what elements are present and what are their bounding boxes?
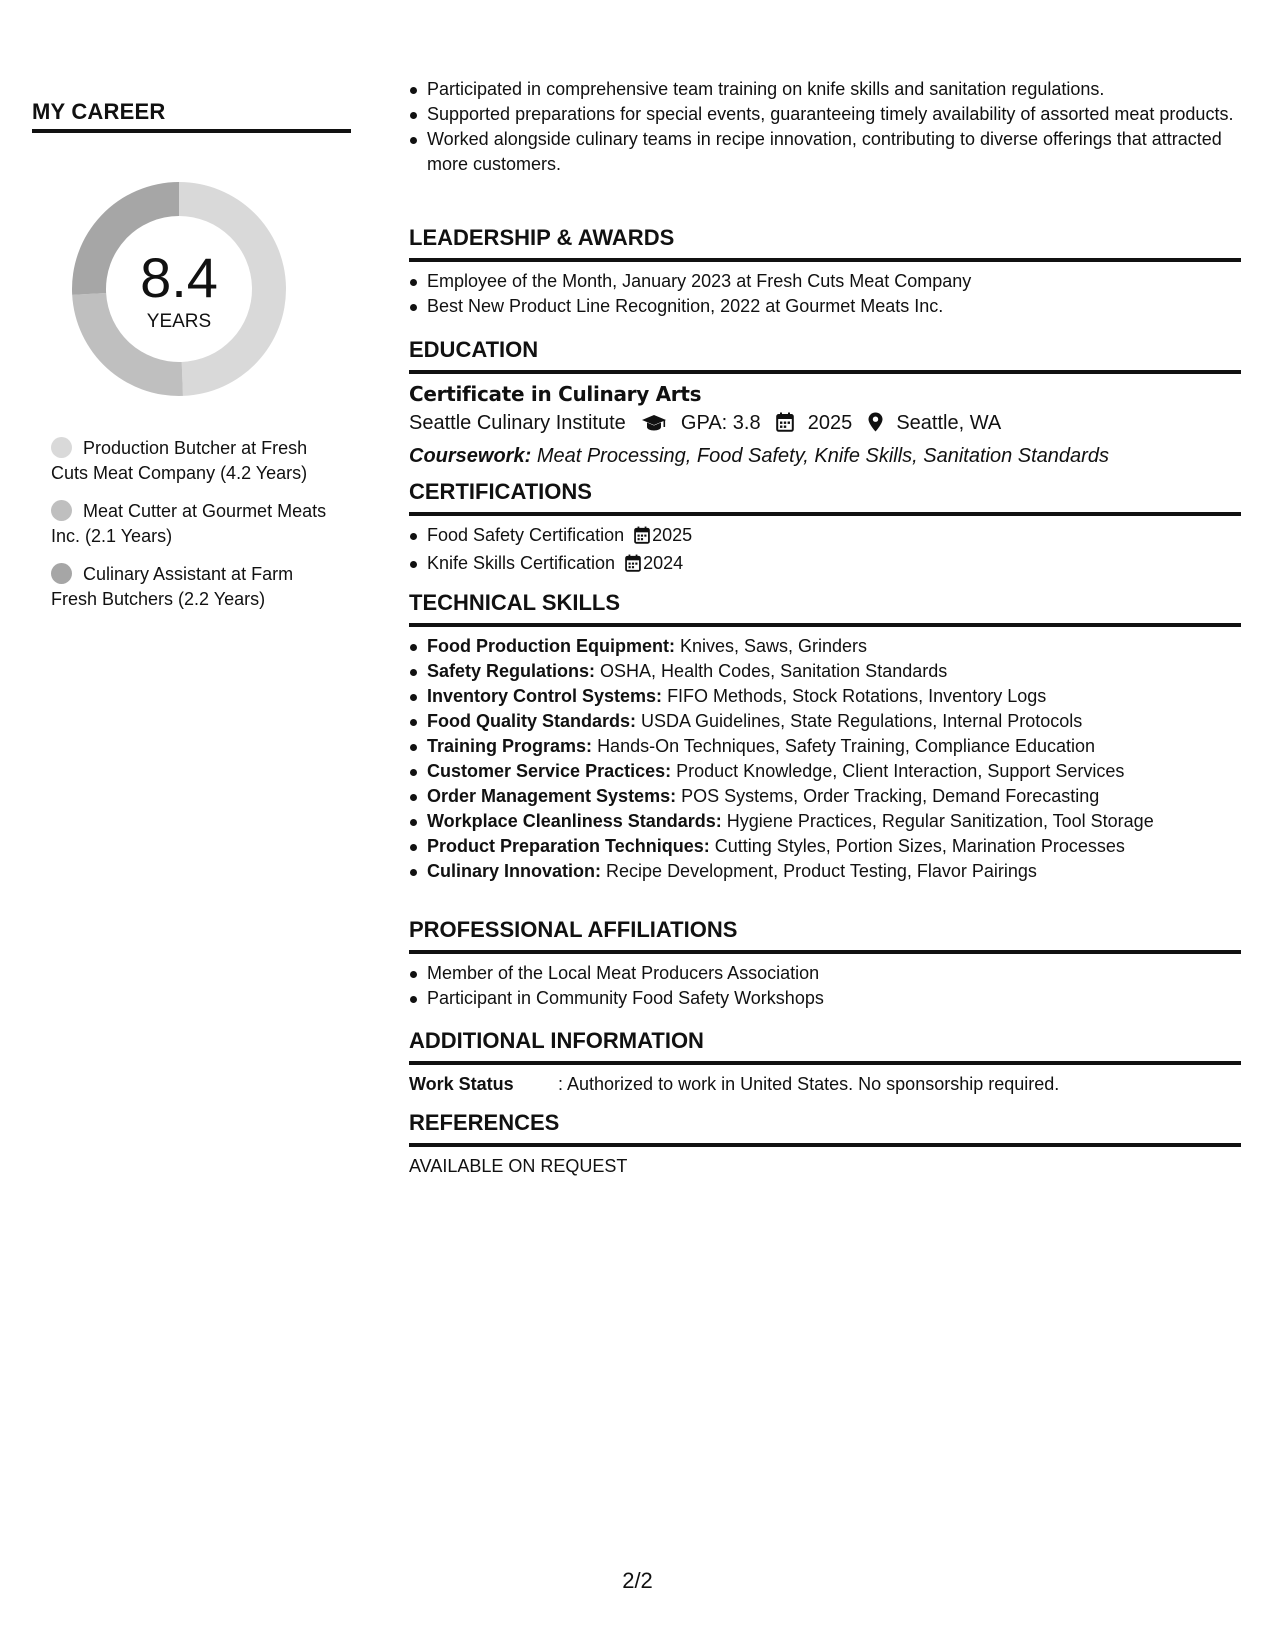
experience-bullet: Participated in comprehensive team training on knife skills and sanitation regulations. [409, 77, 1241, 102]
award-item: Employee of the Month, January 2023 at Fresh Cuts Meat Company [409, 269, 1241, 294]
experience-continued [409, 77, 1241, 177]
skill-values: Hygiene Practices, Regular Sanitization, Tool Storage [726, 811, 1154, 831]
education-section [409, 336, 1241, 471]
work-status-row [409, 1072, 1241, 1097]
certifications-section [409, 478, 1241, 579]
skills-section [409, 589, 1241, 884]
certifications-title: CERTIFICATIONS [409, 479, 592, 504]
section-rule [409, 623, 1241, 627]
section-rule [409, 1061, 1241, 1065]
skill-category: Food Quality Standards: [427, 711, 637, 731]
skill-values: Cutting Styles, Portion Sizes, Marination Processes [714, 836, 1125, 856]
skills-list [409, 634, 1241, 884]
section-rule [409, 950, 1241, 954]
skill-category: Culinary Innovation: [427, 861, 602, 881]
skill-category: Safety Regulations: [427, 661, 596, 681]
education-coursework [409, 441, 1241, 471]
skill-item [409, 784, 1241, 809]
skill-item [409, 834, 1241, 859]
career-total-unit: YEARS [146, 311, 212, 332]
career-legend-item [51, 499, 341, 548]
skill-category: Workplace Cleanliness Standards: [427, 811, 722, 831]
skill-item [409, 659, 1241, 684]
certification-item [409, 523, 1241, 551]
skill-item [409, 759, 1241, 784]
education-title: EDUCATION [409, 337, 539, 362]
leadership-section [409, 224, 1241, 319]
education-gpa: GPA: 3.8 [680, 412, 761, 434]
career-donut-chart [66, 176, 292, 402]
education-location: Seattle, WA [896, 412, 1002, 434]
coursework-value: Meat Processing, Food Safety, Knife Skills, Sanitation Standards [536, 445, 1109, 467]
certification-name: Food Safety Certification [427, 525, 625, 545]
skill-values: USDA Guidelines, State Regulations, Internal Protocols [641, 711, 1083, 731]
career-legend-label: Production Butcher at Fresh Cuts Meat Company (4.2 Years) [51, 438, 308, 483]
coursework-label: Coursework: [409, 445, 532, 467]
page-number: 2/2 [622, 1568, 653, 1593]
experience-bullet: Worked alongside culinary teams in recipe innovation, contributing to diverse offerings that attracted more customers. [409, 127, 1241, 177]
skill-category: Product Preparation Techniques: [427, 836, 710, 856]
section-rule [409, 258, 1241, 262]
skill-item [409, 709, 1241, 734]
references-text: AVAILABLE ON REQUEST [409, 1156, 628, 1176]
calendar-icon [634, 526, 650, 551]
skills-title: TECHNICAL SKILLS [409, 590, 621, 615]
education-institution: Seattle Culinary Institute [409, 412, 626, 434]
career-legend [51, 436, 341, 625]
legend-dot-icon [51, 500, 72, 521]
skill-item [409, 634, 1241, 659]
certification-year: 2025 [652, 525, 693, 545]
location-pin-icon [868, 411, 883, 441]
affiliations-list [409, 961, 1241, 1011]
calendar-icon [625, 554, 641, 579]
leadership-list [409, 269, 1241, 319]
legend-dot-icon [51, 437, 72, 458]
career-legend-item [51, 436, 341, 485]
certifications-list [409, 523, 1241, 579]
leadership-title: LEADERSHIP & AWARDS [409, 225, 675, 250]
skill-item [409, 809, 1241, 834]
skill-values: Knives, Saws, Grinders [679, 636, 868, 656]
skill-values: FIFO Methods, Stock Rotations, Inventory Logs [667, 686, 1047, 706]
skill-values: Product Knowledge, Client Interaction, Support Services [676, 761, 1125, 781]
career-total-years: 8.4 [140, 246, 218, 309]
additional-title: ADDITIONAL INFORMATION [409, 1028, 704, 1053]
skill-category: Training Programs: [427, 736, 593, 756]
skill-values: Hands-On Techniques, Safety Training, Compliance Education [597, 736, 1096, 756]
skill-values: POS Systems, Order Tracking, Demand Forecasting [681, 786, 1100, 806]
skill-category: Inventory Control Systems: [427, 686, 663, 706]
graduation-cap-icon [641, 411, 667, 441]
career-title-rule [32, 129, 351, 133]
calendar-icon [776, 411, 794, 441]
career-legend-label: Meat Cutter at Gourmet Meats Inc. (2.1 Years) [51, 501, 327, 546]
references-title: REFERENCES [409, 1110, 560, 1135]
skill-item [409, 684, 1241, 709]
skill-category: Food Production Equipment: [427, 636, 675, 656]
affiliations-title: PROFESSIONAL AFFILIATIONS [409, 917, 738, 942]
certification-item [409, 551, 1241, 579]
skill-values: OSHA, Health Codes, Sanitation Standards [600, 661, 948, 681]
affiliation-item: Participant in Community Food Safety Workshops [409, 986, 1241, 1011]
skill-item [409, 859, 1241, 884]
affiliation-item: Member of the Local Meat Producers Association [409, 961, 1241, 986]
award-item: Best New Product Line Recognition, 2022 at Gourmet Meats Inc. [409, 294, 1241, 319]
work-status-label: Work Status [409, 1074, 514, 1094]
section-rule [409, 1143, 1241, 1147]
education-details [409, 408, 1241, 441]
experience-bullets [409, 77, 1241, 177]
additional-section [409, 1027, 1241, 1097]
skill-category: Customer Service Practices: [427, 761, 672, 781]
career-legend-label: Culinary Assistant at Farm Fresh Butchers (2.2 Years) [51, 564, 294, 609]
certification-year: 2024 [643, 553, 684, 573]
skill-item [409, 734, 1241, 759]
career-legend-item [51, 562, 341, 611]
certification-name: Knife Skills Certification [427, 553, 616, 573]
skill-category: Order Management Systems: [427, 786, 677, 806]
work-status-value: : Authorized to work in United States. No sponsorship required. [558, 1074, 1060, 1094]
legend-dot-icon [51, 563, 72, 584]
affiliations-section [409, 916, 1241, 1011]
section-rule [409, 370, 1241, 374]
section-rule [409, 512, 1241, 516]
experience-bullet: Supported preparations for special events, guaranteeing timely availability of assorted meat products. [409, 102, 1241, 127]
education-year: 2025 [807, 412, 853, 434]
skill-values: Recipe Development, Product Testing, Flavor Pairings [606, 861, 1037, 881]
education-degree: Certificate in Culinary Arts [409, 382, 702, 406]
references-section [409, 1109, 1241, 1179]
career-title: MY CAREER [32, 99, 166, 124]
